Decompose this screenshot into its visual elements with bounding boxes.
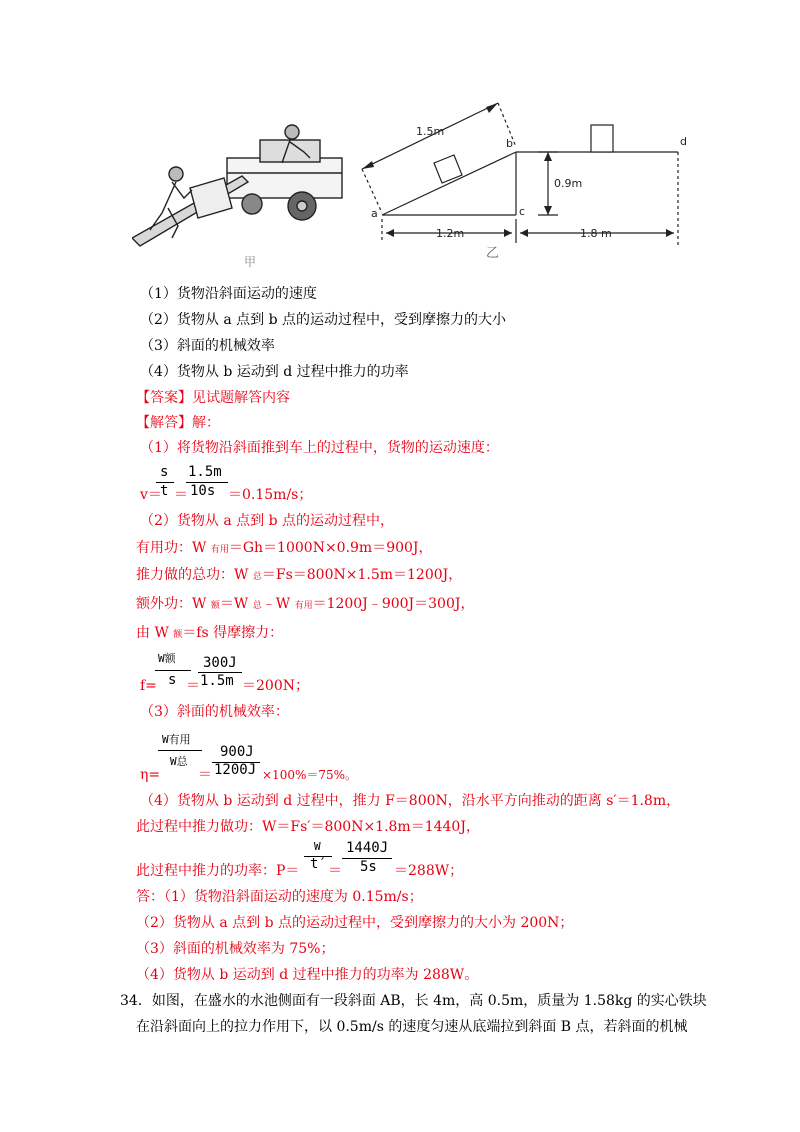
work-line: 此过程中推力做功：W＝Fs′＝800N×1.8m＝1440J， xyxy=(136,819,480,835)
p-frac-num-2: 1440J xyxy=(346,840,389,856)
answer-line: 【答案】见试题解答内容 xyxy=(136,390,290,406)
total-work: 推力做的总功：W 总＝Fs＝800N×1.5m＝1200J， xyxy=(136,567,463,583)
question-34-line-1: 34．如图，在盛水的水池侧面有一段斜面 AB，长 4m，高 0.5m，质量为 1.58kg 的实心铁块 xyxy=(120,993,707,1009)
f-frac-den-1: s xyxy=(168,672,177,688)
label-height: 0.9m xyxy=(554,177,583,190)
f-frac-num-1: W额 xyxy=(158,652,176,665)
eta-lead: η= xyxy=(140,767,161,783)
final-answer-1: 答：（1）货物沿斜面运动的速度为 0.15m/s； xyxy=(136,889,423,905)
solution-step-4: （4）货物从 b 运动到 d 过程中，推力 F＝800N，沿水平方向推动的距离 s′＝1.8m， xyxy=(140,793,681,809)
friction-derivation: 由 W 额＝fs 得摩擦力： xyxy=(136,625,284,641)
p-eq: ＝ xyxy=(328,863,342,879)
eta-frac-num-1: W有用 xyxy=(162,733,191,746)
label-slope-length: 1.5m xyxy=(416,125,445,138)
p-frac-den-2: 5s xyxy=(360,859,377,875)
question-2: （2）货物从 a 点到 b 点的运动过程中，受到摩擦力的大小 xyxy=(140,312,507,328)
solution-heading: 【解答】解： xyxy=(136,415,220,431)
question-1: （1）货物沿斜面运动的速度 xyxy=(140,286,317,302)
solution-step-2: （2）货物从 a 点到 b 点的运动过程中， xyxy=(140,513,395,529)
f-frac-num-2: 300J xyxy=(203,655,237,671)
solution-step-1: （1）将货物沿斜面推到车上的过程中，货物的运动速度： xyxy=(140,440,499,456)
final-answer-3: （3）斜面的机械效率为 75%； xyxy=(136,941,335,957)
eta-result: ×100%＝75%。 xyxy=(262,768,358,782)
eta-frac-den-2: 1200J xyxy=(214,762,257,778)
question-3: （3）斜面的机械效率 xyxy=(140,338,275,354)
p-result: ＝288W； xyxy=(394,863,464,879)
useful-work: 有用功：W 有用＝Gh＝1000N×0.9m＝900J， xyxy=(136,540,433,556)
eta-frac-num-2: 900J xyxy=(220,744,254,760)
figure-jia-illustration xyxy=(132,118,362,268)
figure-jia-caption: 甲 xyxy=(244,255,257,268)
eta-eq: ＝ xyxy=(198,767,212,783)
v-result: ＝0.15m/s； xyxy=(228,487,313,503)
question-4: （4）货物从 b 运动到 d 过程中推力的功率 xyxy=(140,364,409,380)
question-34-line-2: 在沿斜面向上的拉力作用下，以 0.5m/s 的速度匀速从底端拉到斜面 B 点，若斜面的机械 xyxy=(136,1019,688,1035)
final-answer-4: （4）货物从 b 运动到 d 过程中推力的功率为 288W。 xyxy=(136,967,479,983)
label-base: 1.2m xyxy=(436,227,465,240)
label-a: a xyxy=(371,207,378,220)
v-lead: v＝ xyxy=(140,487,162,503)
figure-yi-diagram xyxy=(358,95,688,265)
f-eq: ＝ xyxy=(186,678,200,694)
f-frac-den-2: 1.5m xyxy=(200,673,234,689)
p-frac-num-1: W xyxy=(314,840,321,853)
label-top-length: 1.8 m xyxy=(580,227,612,240)
f-frac-bar-1 xyxy=(155,670,191,671)
final-answer-2: （2）货物从 a 点到 b 点的运动过程中，受到摩擦力的大小为 200N； xyxy=(136,915,574,931)
v-frac-num-2: 1.5m xyxy=(188,464,222,480)
p-frac-den-1: t′ xyxy=(310,856,327,872)
f-result: ＝200N； xyxy=(242,678,309,694)
f-lead: f= xyxy=(140,678,157,694)
extra-work: 额外功：W 额＝W 总﹣W 有用＝1200J﹣900J＝300J， xyxy=(136,596,475,612)
v-frac-num-1: s xyxy=(160,464,169,480)
eta-frac-den-1: W总 xyxy=(170,755,188,768)
p-lead: 此过程中推力的功率：P＝ xyxy=(136,863,300,879)
eta-frac-bar-1 xyxy=(158,750,202,751)
label-c: c xyxy=(519,205,526,218)
label-d: d xyxy=(680,135,687,148)
v-frac-den-1: t xyxy=(160,483,169,499)
label-b: b xyxy=(506,137,513,150)
solution-step-3: （3）斜面的机械效率： xyxy=(140,704,289,720)
v-eq: ＝ xyxy=(174,487,188,503)
figure-yi-caption: 乙 xyxy=(486,246,500,261)
v-frac-den-2: 10s xyxy=(190,483,216,499)
